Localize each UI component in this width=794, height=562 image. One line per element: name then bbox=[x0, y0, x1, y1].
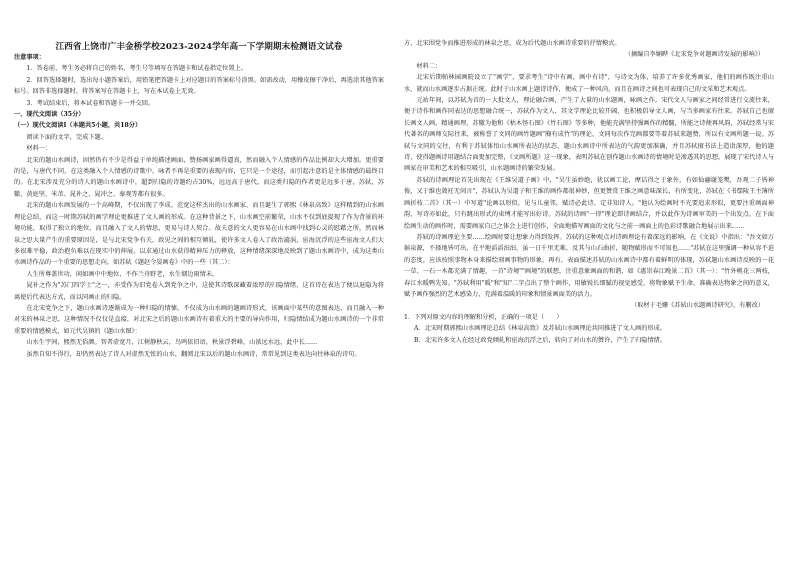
paragraph: 虽然自知不得行，却仍然表达了诗人对虚然无怅的山水，翻阅北宋以后的题山水画诗，常常见到这类表达向往林泉的诗句。 bbox=[26, 350, 361, 358]
left-column bbox=[14, 0, 384, 360]
exam-title: 江西省上饶市广丰金桥学校2023-2024学年高一下学期期末检测语文试卷 bbox=[55, 42, 343, 52]
paragraph: 北宋的题山水画发展的一个高峰期，不仅出现了李成、范宽这样杰出的山水画家，而且诞生了郭熙《林泉高致》这样精到的山水画理论总结，而这一时期苏轼的画学理论更推进了文人画的形成。在这种背景之下，山水画空前繁荣，山水不仅到底提现了作为背景的环境功能，取得了独立的地位，而且融入了文人的情思，更易与诗人契合。故夫意的文人更容易在山水画中找到心灵的慰藉之所，然而林泉之思大量产生的重要原因是，是与北宋党争有关，政见之间的相互倾轧，使许多文人卷入了政治漩涡，宦海沉浮的这些宦海文人们大多很难平稳，政治抱负难以在现实中的伸展，以求通过山水获得精神压力的释放，这种情绪深深地反映到了题山水画诗中，成为这类山水画诗作品的一个重要的思想走向。如苏轼《题赵令晏画卷》中的一些（其二）： bbox=[14, 202, 384, 267]
instruction: 阅读下面的文字，完成下题。 bbox=[26, 133, 107, 141]
material-label: 材料二： bbox=[416, 62, 442, 70]
option-b: B．北宋许多文人在经过政党倾轧和宦海沉浮之后，转向了对山水的赞许，产生了归隐情绪。 bbox=[414, 336, 667, 344]
paragraph: 元祐年间，以苏轼为首的一大批文人，理论融合画，产生了大量的山水题画，咏画之作。宋代文人与画家之间经常进行交流往来，便于诗作和画作同表达的思想融合统一，苏轼作为文人，其文学理论比较开阔，也积极倡导文人画，与当多画家有往来。苏轼自己也擅长画文人画，精通画理，苏辙为他和《枯木怪石图》《竹石图》等多种，他能充满坚持强画作的精髓，所能之诗便再风韵，苏轼经常与宋代著名的画师交际往来，被称誉了文同的画竹题画"胸有成竹"的理论，文同每次作完画都要等着苏轼来题赞，所以有文画所题一说。苏轼与文同的交往，有利于苏轼体悟山水画所表达的状态，题山水画诗中所表达的气韵更加准确，并且苏轼擅书法上造诣深厚，他的题诗，使得题画诗用题结合面更加完整，《文画所题》这一现象，表明苏轼在创作题山水画诗的情境时是渗透其的思想，展现了宋代诗人与画家在审美和艺术的相互吸引，山水题画诗的繁荣发展。 bbox=[404, 97, 774, 173]
option-a: A．北宋时期郭熙山水画理论总结《林泉高致》及苏轼山水画理论共同推进了文人画的形成。 bbox=[414, 325, 666, 333]
paragraph: 晁补之作为"苏门四学士"之一，亦受作为旧党卷入到党争之中，这使其诗歌深藏着浓厚的归隐情绪，这首诗在表达了便以退隐为将离使后代表达方式，而以同画止的归隐。 bbox=[14, 282, 384, 301]
poem-line: 山水生宇间，熙然无俗颜。智者虚宽月，江树静秋云，鸟鸣依旧语，秋景浮碧峰，山浓远水远，此中长…… bbox=[26, 339, 318, 347]
paragraph: 北宋的题山水画诗，固然仍有不少是得益于单纯描述画面，赞扬画家画得逼真，然而融入个人情感的作品比例却大大增加。更重要的是，与唐代不同，在这类融入个人情感的诗歌中，咏者不再是重要的表现内容，它只是一个途径，而引起注意的是主体情感的最终目的。在北宋涉及充分的诗人的题山水画诗中，超到归隐的诗题约占30%，远远高于唐代。而这类归隐的作者更是远多于唐，苏轼、苏辙、黄庭坚、米芾、晁补之、晁冲之、秦观等都有很多。 bbox=[14, 156, 384, 198]
source-citation: （取材于毛姗《苏轼山水题画诗研究》，有删改） bbox=[630, 302, 764, 310]
poem-line: 人生所尊盖世功，闲如画中中地位，不作兰舟野老，水生烟边雨情未。 bbox=[26, 270, 219, 278]
right-column bbox=[404, 0, 774, 346]
notice-heading: 注意事项： bbox=[14, 54, 45, 61]
paragraph-continued: 方，北宋围党争而推进形成的林泉之思，成为后代题山水画诗重要的抒情模式。 bbox=[404, 40, 621, 47]
paragraph: 苏轼的诗画理论主要……绘画时要让想象力得到发挥。苏轼的这种观点对诗画理论有着深远的影响，在《文说》中指出："吾文如万斛泉源，不择地皆可出，在平地滔滔汩汩，虽一日千里无难，及其与山石曲折，随物赋形而不可知也……"苏轼在这里强调一种从容不迫的态度，应该按照事物本身来描绘刻画事物的形象，再有，表面描述苏轼的山水画诗中都有着鲜明的体现，苏轼题山水画诗反映的一花一草、一石一木都充满了情趣，一首"诗境""画境"的联想，注重意象画面的和谐，如《惠崇春江晚景二首》（其一）："竹外桃花三两枝，春江水暖鸭先知。"苏轼利用"暖"和"知"二字点出了整个画作，用敏锐长细腻的视觉感受，将物象赋予生命，准确表达物象之间的意义，赋予画作强烈的艺术感染力，充满着温暖的印象和情景画面美的活力。 bbox=[404, 233, 774, 298]
section-heading: 一、现代文阅读（35分） bbox=[14, 111, 85, 119]
question: 1．下列对原文内容的理解和分析，正确的一项是（ ） bbox=[404, 313, 563, 321]
paragraph: 在北宋党争之下，题山水画诗逐渐成为一种归隐的情愫，不仅成为山水画的题画诗形式，该画面中某些的意图表达，而且融入一种对宋的林泉之思，这种情况不仅仅是直接，对北宋之后的题山水画诗有着重大的主要的导向作用，归隐情结成为题山水画诗的一个非常重要的情感模式，如元代吴镇的《题山水图》： bbox=[14, 304, 384, 335]
notice-2: 2．回答选择题时，选出每小题答案后，用铅笔把答题卡上对应题目的答案标号涂黑。如需改动，用橡皮擦干净后，再选涂其他答案标号。回答非选择题时，将答案写在答题卡上，写在本试卷上无效。 bbox=[14, 76, 384, 96]
material-label: 材料一： bbox=[26, 145, 52, 153]
notice-3: 3．考试结束后，将本试卷和答题卡一并交回。 bbox=[26, 99, 155, 107]
paragraph: 苏轼的诗画理论首先出现在《王维吴道子画》中，"吴生虽妙绝，犹以画工论，摩诘得之于象外，有如仙翮谢笼樊，吾观二子皆神俊，又于维也敛衽无间言"，苏轼认为吴道子和王维的画作都很神妙，但更赞赏王维之画意味深长，有所变化，苏轼在《书鄢陵王主簿所画折枝二首》（其一）中写道"论画以形似，见与儿童邻，赋诗必此诗，定非知诗人。"他认为绘画时不光要追求形似，更要注重画面神韵，写诗亦如此，只有跳出形式的束缚才能写出好诗。苏轼的诗画"一律"理论即诗画结合，并以此作为诗画审美的一个出发点。在下面绘画生动的画作时，需要画家自己之体会上进行创作，全面地描写画面的文化与之前一画面上的色彩诗歌融合地展示出来…… bbox=[404, 176, 774, 230]
paragraph: 北宋后期帕林园画院设立了"画学"，要求考生"诗中有画，画中有诗"，与诗文为体，培养了许多优秀画家，他们的画作既注重山水，就而山水画逐步占据正统。此时于山水画上题诗诗作，便成了一种风尚，而且在画诗之间也可表现自己的文采和艺术观点。 bbox=[404, 74, 774, 93]
source-citation: （摘编自李娴晔《北宋党争对题画诗发展的影响》） bbox=[624, 51, 764, 59]
subsection-heading: （一）现代文阅读Ⅰ（本题共5小题，共18分） bbox=[14, 122, 142, 130]
notice-1: 1．答卷前，考生务必将自己的姓名、考生号等填写在答题卡和试卷指定位置上。 bbox=[26, 65, 247, 73]
